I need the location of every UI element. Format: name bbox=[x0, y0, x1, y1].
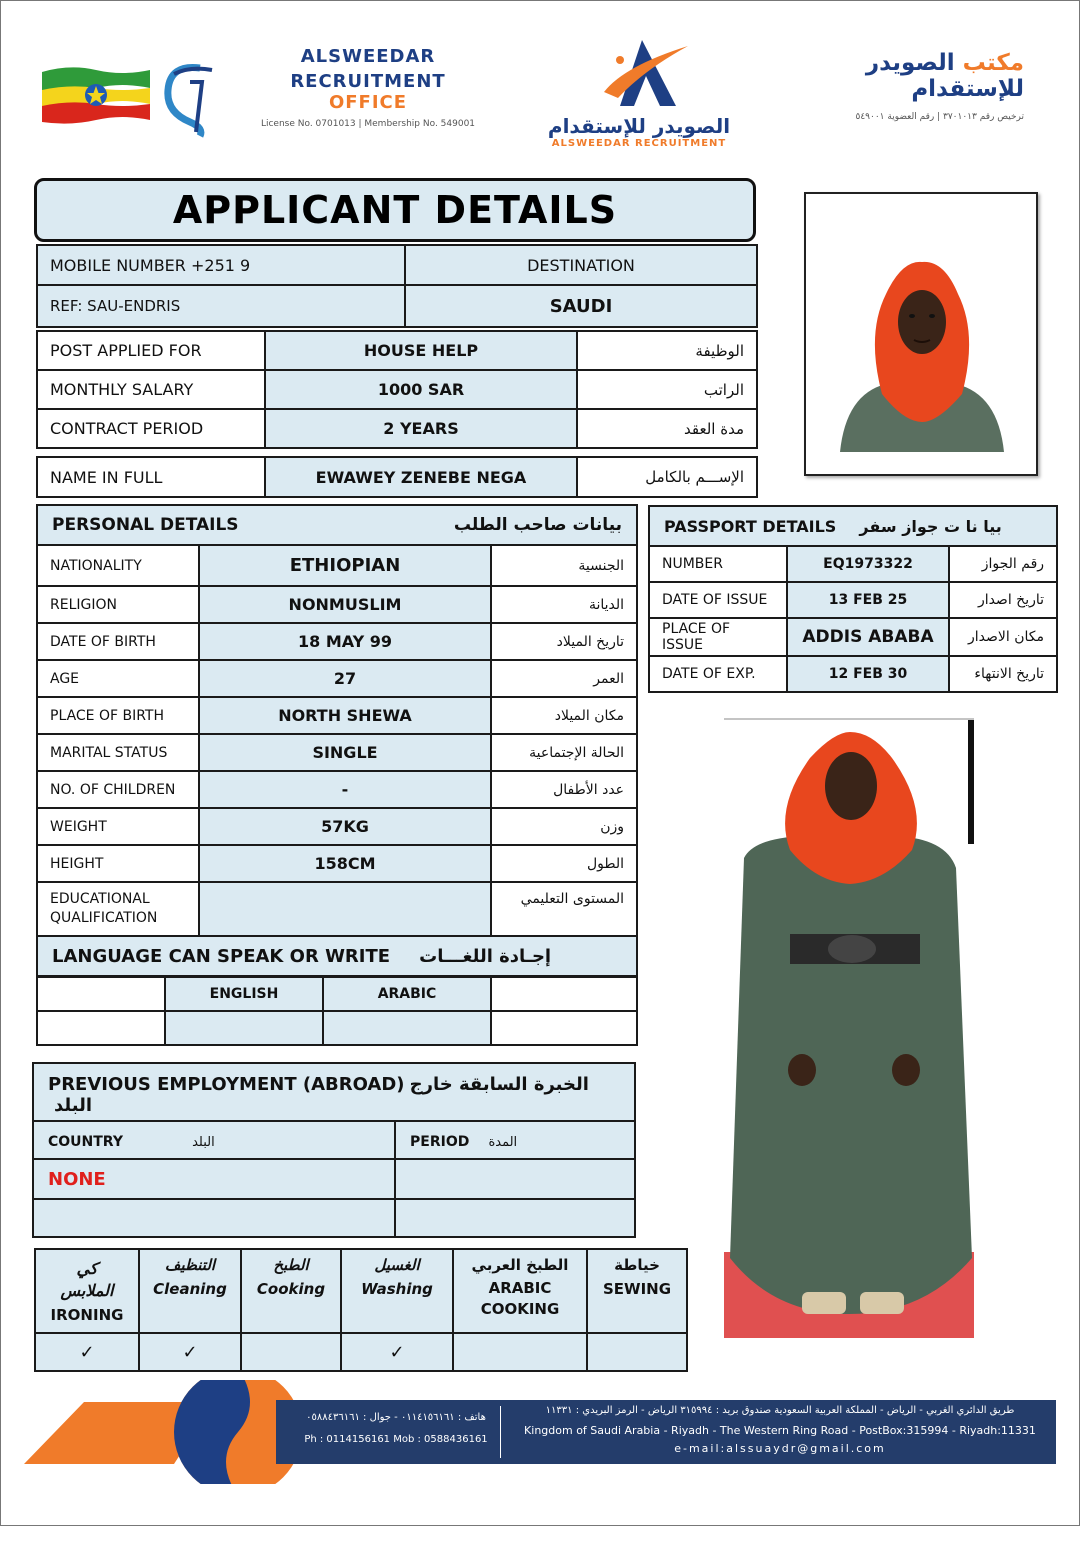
job-arabic: مدة العقد bbox=[577, 409, 757, 448]
employment-empty-cell bbox=[33, 1199, 395, 1237]
language-empty-cell bbox=[37, 1011, 165, 1045]
personal-arabic: تاريخ الميلاد bbox=[491, 623, 637, 660]
job-row bbox=[37, 331, 757, 370]
office-name-line2 bbox=[248, 71, 488, 113]
personal-title-arabic: بيانات صاحب الطلب bbox=[453, 515, 623, 535]
personal-table bbox=[36, 504, 638, 977]
name-label: NAME IN FULL bbox=[37, 457, 265, 497]
passport-table bbox=[648, 505, 1058, 693]
skill-english: Cooking bbox=[256, 1280, 326, 1298]
footer-divider bbox=[500, 1406, 501, 1458]
personal-arabic: العمر bbox=[491, 660, 637, 697]
personal-row bbox=[37, 845, 637, 882]
skill-check: ✓ bbox=[341, 1333, 453, 1371]
passport-arabic: رقم الجواز bbox=[949, 546, 1057, 582]
language-empty-cell bbox=[37, 977, 165, 1011]
skill-check bbox=[453, 1333, 587, 1371]
personal-arabic: المستوى التعليمي bbox=[491, 882, 637, 936]
passport-photo bbox=[804, 192, 1038, 476]
personal-label: AGE bbox=[37, 660, 199, 697]
job-label: POST APPLIED FOR bbox=[37, 331, 265, 370]
personal-label: RELIGION bbox=[37, 586, 199, 623]
job-table bbox=[36, 330, 758, 449]
personal-arabic: الديانة bbox=[491, 586, 637, 623]
footer-band bbox=[276, 1400, 1056, 1464]
full-body-photo-icon bbox=[724, 718, 974, 1338]
skill-header bbox=[35, 1249, 139, 1333]
passport-row bbox=[649, 582, 1057, 618]
reference: REF: SAU-ENDRIS bbox=[37, 285, 405, 327]
language-empty-cell bbox=[491, 977, 637, 1011]
passport-label: NUMBER bbox=[649, 546, 787, 582]
job-label: MONTHLY SALARY bbox=[37, 370, 265, 409]
job-arabic: الوظيفة bbox=[577, 331, 757, 370]
personal-row bbox=[37, 623, 637, 660]
ethiopia-flag-icon bbox=[40, 64, 152, 124]
job-row bbox=[37, 370, 757, 409]
personal-arabic: الجنسية bbox=[491, 545, 637, 586]
page-title: APPLICANT DETAILS bbox=[34, 178, 756, 242]
employment-title: PREVIOUS EMPLOYMENT (ABROAD) bbox=[48, 1074, 405, 1095]
skill-english: Washing bbox=[361, 1280, 433, 1298]
full-body-photo bbox=[724, 718, 974, 1338]
personal-value: 57KG bbox=[199, 808, 491, 845]
country-label-arabic: البلد bbox=[192, 1134, 215, 1150]
employment-period-value bbox=[395, 1159, 635, 1199]
skill-english: ARABIC COOKING bbox=[480, 1279, 560, 1318]
employment-country-header bbox=[33, 1121, 395, 1159]
personal-value: 158CM bbox=[199, 845, 491, 882]
center-english-name: ALSWEEDAR RECRUITMENT bbox=[551, 138, 727, 149]
skill-english: IRONING bbox=[50, 1306, 124, 1324]
personal-arabic: الحالة الإجتماعية bbox=[491, 734, 637, 771]
language-table bbox=[36, 976, 638, 1046]
personal-row bbox=[37, 882, 637, 936]
personal-arabic: عدد الأطفال bbox=[491, 771, 637, 808]
skill-header bbox=[341, 1249, 453, 1333]
employment-title-arabic: الخبرة السابقة خارج البلد bbox=[54, 1074, 589, 1116]
personal-value: 27 bbox=[199, 660, 491, 697]
portrait-photo-icon bbox=[806, 194, 1036, 474]
passport-value: 12 FEB 30 bbox=[787, 656, 949, 692]
center-arabic-name: الصويدر للإستقدام bbox=[547, 114, 731, 138]
footer-phone-arabic: هاتف : ٠١١٤١٥٦١٦١ - جوال : ٠٥٨٨٤٣٦١٦١ bbox=[306, 1412, 486, 1423]
passport-label: DATE OF EXP. bbox=[649, 656, 787, 692]
job-value: 1000 SAR bbox=[265, 370, 577, 409]
skill-arabic: التنظيف bbox=[164, 1256, 216, 1274]
employment-empty-cell bbox=[395, 1199, 635, 1237]
personal-row bbox=[37, 808, 637, 845]
footer-logo-icon bbox=[24, 1380, 314, 1484]
passport-value: EQ1973322 bbox=[787, 546, 949, 582]
office-license: License No. 0701013 | Membership No. 549001 bbox=[260, 119, 476, 129]
passport-arabic: تاريخ اصدار bbox=[949, 582, 1057, 618]
top-table bbox=[36, 244, 758, 328]
language-header bbox=[37, 936, 637, 976]
personal-value: 18 MAY 99 bbox=[199, 623, 491, 660]
right-brand-prefix: مكتب bbox=[954, 50, 1024, 76]
passport-label: PLACE OF ISSUE bbox=[649, 618, 787, 656]
job-value: 2 YEARS bbox=[265, 409, 577, 448]
language-arabic-level bbox=[323, 1011, 491, 1045]
office-line2-b: OFFICE bbox=[328, 92, 408, 113]
passport-value: ADDIS ABABA bbox=[787, 618, 949, 656]
skills-table bbox=[34, 1248, 688, 1372]
passport-label: DATE OF ISSUE bbox=[649, 582, 787, 618]
passport-row bbox=[649, 656, 1057, 692]
personal-row bbox=[37, 734, 637, 771]
personal-value: ETHIOPIAN bbox=[199, 545, 491, 586]
employment-none: NONE bbox=[33, 1159, 395, 1199]
skill-header bbox=[241, 1249, 341, 1333]
personal-value: NONMUSLIM bbox=[199, 586, 491, 623]
language-title: LANGUAGE CAN SPEAK OR WRITE bbox=[52, 945, 391, 967]
passport-header bbox=[649, 506, 1057, 546]
center-logo bbox=[546, 36, 732, 162]
skill-arabic: الغسيل bbox=[374, 1256, 420, 1274]
right-brand-license: ترخيص رقم ٣٧٠١٠١٣ | رقم العضوية ٥٤٩٠٠١ bbox=[855, 112, 1024, 122]
employment-period-header bbox=[395, 1121, 635, 1159]
personal-title: PERSONAL DETAILS bbox=[52, 515, 239, 535]
skill-header bbox=[587, 1249, 687, 1333]
name-arabic: الإســـم بالكامل bbox=[577, 457, 757, 497]
footer-address: Kingdom of Saudi Arabia - Riyadh - The Western Ring Road - PostBox:315994 - Riyadh:11331 bbox=[524, 1424, 1036, 1437]
language-english-level bbox=[165, 1011, 323, 1045]
name-value: EWAWEY ZENEBE NEGA bbox=[265, 457, 577, 497]
personal-row bbox=[37, 771, 637, 808]
skill-check: ✓ bbox=[35, 1333, 139, 1371]
personal-label: MARITAL STATUS bbox=[37, 734, 199, 771]
personal-label: NO. OF CHILDREN bbox=[37, 771, 199, 808]
skill-check: ✓ bbox=[139, 1333, 241, 1371]
office-line2-a: RECRUITMENT bbox=[290, 71, 446, 92]
right-brand-main: الصويدر للإستقدام bbox=[865, 50, 1024, 102]
employment-header bbox=[33, 1063, 635, 1121]
skill-header bbox=[139, 1249, 241, 1333]
period-label: PERIOD bbox=[410, 1133, 470, 1150]
skill-header bbox=[453, 1249, 587, 1333]
language-arabic: ARABIC bbox=[323, 977, 491, 1011]
personal-arabic: الطول bbox=[491, 845, 637, 882]
office-title bbox=[248, 46, 488, 129]
footer-address-arabic: طريق الدائري الغربي - الرياض - المملكة العربية السعودية صندوق بريد : ٣١٥٩٩٤ الرياض - الرمز البريدي : ١١٣٣١ bbox=[545, 1405, 1015, 1416]
personal-label: NATIONALITY bbox=[37, 545, 199, 586]
personal-row bbox=[37, 660, 637, 697]
passport-row bbox=[649, 618, 1057, 656]
skill-english: SEWING bbox=[602, 1280, 672, 1298]
personal-header bbox=[37, 505, 637, 545]
skill-check bbox=[241, 1333, 341, 1371]
personal-label: PLACE OF BIRTH bbox=[37, 697, 199, 734]
passport-arabic: تاريخ الانتهاء bbox=[949, 656, 1057, 692]
job-label: CONTRACT PERIOD bbox=[37, 409, 265, 448]
destination-value: SAUDI bbox=[405, 285, 757, 327]
right-brand-name bbox=[764, 50, 1024, 102]
personal-value: NORTH SHEWA bbox=[199, 697, 491, 734]
skill-arabic: كي الملابس bbox=[60, 1259, 114, 1300]
mobile-number: MOBILE NUMBER +251 9 bbox=[37, 245, 405, 285]
passport-title-arabic: بيا نا ت جواز سفر bbox=[859, 516, 1002, 536]
personal-arabic: وزن bbox=[491, 808, 637, 845]
country-label: COUNTRY bbox=[48, 1133, 123, 1150]
job-value: HOUSE HELP bbox=[265, 331, 577, 370]
language-empty-cell bbox=[491, 1011, 637, 1045]
employment-table bbox=[32, 1062, 636, 1238]
skill-arabic: الطبخ bbox=[273, 1256, 309, 1274]
passport-arabic: مكان الاصدار bbox=[949, 618, 1057, 656]
personal-label: HEIGHT bbox=[37, 845, 199, 882]
passport-value: 13 FEB 25 bbox=[787, 582, 949, 618]
office-name-line1: ALSWEEDAR bbox=[300, 46, 436, 67]
passport-title: PASSPORT DETAILS bbox=[664, 516, 837, 536]
personal-value: SINGLE bbox=[199, 734, 491, 771]
personal-row bbox=[37, 586, 637, 623]
personal-arabic: مكان الميلاد bbox=[491, 697, 637, 734]
photo-edge-divider bbox=[968, 720, 974, 844]
skill-english: Cleaning bbox=[153, 1280, 227, 1298]
skill-arabic: خياطة bbox=[614, 1256, 660, 1274]
personal-row bbox=[37, 545, 637, 586]
personal-row bbox=[37, 697, 637, 734]
personal-value bbox=[199, 882, 491, 936]
footer-email: e-mail:alssuaydr@gmail.com bbox=[674, 1442, 886, 1455]
destination-label: DESTINATION bbox=[405, 245, 757, 285]
a-logo-icon bbox=[584, 36, 694, 108]
right-brand bbox=[764, 50, 1024, 122]
period-label-arabic: المدة bbox=[488, 1134, 518, 1150]
job-row bbox=[37, 409, 757, 448]
job-arabic: الراتب bbox=[577, 370, 757, 409]
footer-phone: Ph : 0114156161 Mob : 0588436161 bbox=[304, 1434, 488, 1445]
personal-label: WEIGHT bbox=[37, 808, 199, 845]
name-table bbox=[36, 456, 758, 498]
skill-arabic: الطبخ العربي bbox=[471, 1256, 569, 1274]
personal-label: DATE OF BIRTH bbox=[37, 623, 199, 660]
s-logo-icon bbox=[160, 62, 222, 140]
language-title-arabic: إجـادة اللغـــات bbox=[419, 945, 552, 967]
language-english: ENGLISH bbox=[165, 977, 323, 1011]
personal-label: EDUCATIONAL QUALIFICATION bbox=[37, 882, 199, 936]
personal-value: - bbox=[199, 771, 491, 808]
skill-check bbox=[587, 1333, 687, 1371]
passport-row bbox=[649, 546, 1057, 582]
